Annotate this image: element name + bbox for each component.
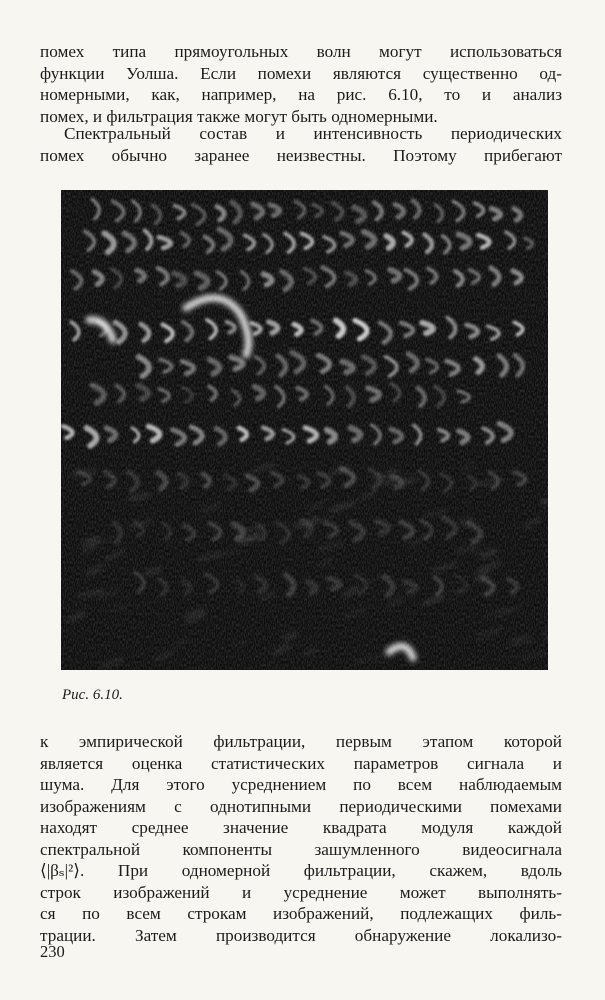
- text-line: помех обычно заранее неизвестны. Поэтому прибегают: [40, 145, 562, 165]
- paragraph-3: [40, 731, 562, 946]
- paragraph-2: [40, 123, 562, 166]
- text-line: помех типа прямоугольных волн могут использоваться: [40, 42, 562, 61]
- text-line: Спектральный состав и интенсивность периодических: [64, 124, 562, 143]
- paragraph-1: [40, 41, 562, 127]
- page-number: 230: [40, 942, 65, 961]
- text-line: строк изображений и усреднение может выполнять-: [40, 882, 562, 902]
- text-line: шума. Для этого усреднением по всем наблюдаемым: [40, 775, 562, 794]
- noisy-image: [61, 190, 548, 670]
- figure-caption: Рис. 6.10.: [62, 687, 123, 703]
- figure-photo-periodic-noise: [61, 190, 548, 670]
- text-line: к эмпирической фильтрации, первым этапом которой: [40, 732, 562, 751]
- text-line: ⟨|βₛ|²⟩. При одномерной фильтрации, скажем, вдоль: [40, 861, 562, 880]
- text-line: находят среднее значение квадрата модуля каждой: [40, 818, 562, 837]
- text-line: помех, и фильтрация также могут быть одномерными.: [40, 106, 438, 126]
- text-line: функции Уолша. Если помехи являются существенно од-: [40, 63, 562, 83]
- text-line: изображениям с однотипными периодическими помехами: [40, 796, 562, 816]
- text-line: трации. Затем производится обнаружение локализо-: [40, 925, 562, 945]
- text-line: является оценка статистических параметров сигнала и: [40, 753, 562, 773]
- text-line: номерными, как, например, на рис. 6.10, то и анализ: [40, 85, 562, 104]
- text-line: ся по всем строкам изображений, подлежащих филь-: [40, 904, 562, 923]
- text-line: спектральной компоненты зашумленного видеосигнала: [40, 839, 562, 859]
- image-grain: [61, 190, 548, 670]
